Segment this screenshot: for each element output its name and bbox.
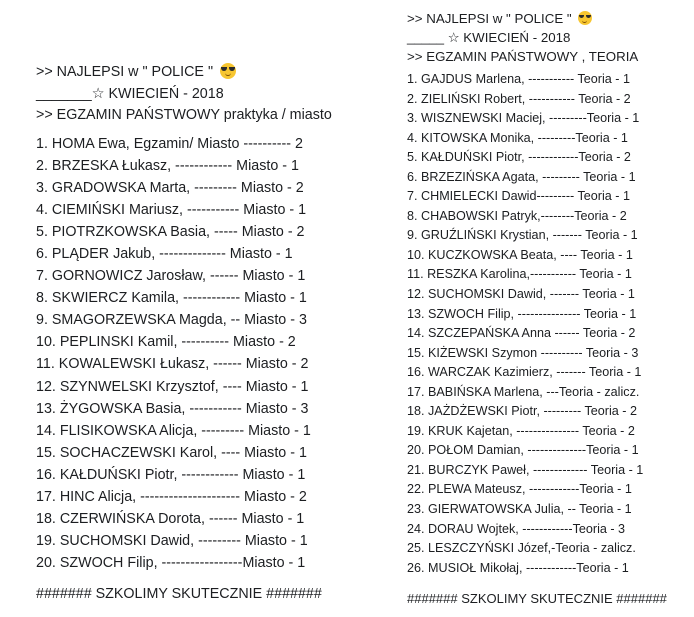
list-item: 17. HINC Alicja, --------------------- Miasto - 2 — [36, 489, 307, 505]
list-item: 17. BABIŃSKA Marlena, ---Teoria - zalicz. — [407, 384, 640, 399]
list-item: 11. RESZKA Karolina,----------- Teoria - 1 — [407, 267, 632, 282]
list-item: 18. JAŻDŻEWSKI Piotr, --------- Teoria - 2 — [407, 404, 637, 419]
theory-exam-header — [407, 9, 692, 66]
header-line: _____ ☆ KWIECIEŃ - 2018 — [407, 30, 571, 45]
footer-slogan: ####### SZKOLIMY SKUTECZNIE ####### — [407, 591, 667, 607]
list-item: 1. GAJDUS Marlena, ----------- Teoria - 1 — [407, 72, 630, 86]
list-item: 19. KRUK Kajetan, --------------- Teoria - 2 — [407, 423, 635, 438]
list-item: 1. HOMA Ewa, Egzamin/ Miasto ---------- 2 — [36, 135, 303, 152]
list-item: 3. GRADOWSKA Marta, --------- Miasto - 2 — [36, 179, 304, 196]
header-line: >> EGZAMIN PAŃSTWOWY praktyka / miasto — [36, 107, 332, 123]
list-item: 26. MUSIOŁ Mikołaj, ------------Teoria - 1 — [407, 560, 629, 575]
theory-exam-list — [407, 70, 692, 578]
list-item: 18. CZERWIŃSKA Dorota, ------ Miasto - 1 — [36, 511, 305, 528]
list-item: 5. KAŁDUŃSKI Piotr, ------------Teoria - 2 — [407, 150, 631, 165]
list-item: 12. SZYNWELSKI Krzysztof, ---- Miasto - 1 — [36, 378, 309, 395]
list-item: 12. SUCHOMSKI Dawid, ------- Teoria - 1 — [407, 287, 635, 302]
list-item: 7. CHMIELECKI Dawid--------- Teoria - 1 — [407, 189, 630, 204]
list-item: 15. SOCHACZEWSKI Karol, ---- Miasto - 1 — [36, 444, 307, 461]
list-item: 20. SZWOCH Filip, -----------------Miasto - 1 — [36, 555, 306, 572]
list-item: 15. KIŻEWSKI Szymon ---------- Teoria - 3 — [407, 345, 639, 360]
list-item: 9. SMAGORZEWSKA Magda, -- Miasto - 3 — [36, 312, 307, 329]
list-item: 20. POŁOM Damian, --------------Teoria - 1 — [407, 443, 639, 458]
list-item: 24. DORAU Wojtek, ------------Teoria - 3 — [407, 521, 626, 536]
header-line: >> NAJLEPSI w " POLICE " — [36, 62, 381, 84]
smiling-face-with-sunglasses-icon — [578, 11, 592, 25]
list-item: 8. CHABOWSKI Patryk,--------Teoria - 2 — [407, 208, 627, 223]
list-item: 7. GORNOWICZ Jarosław, ------ Miasto - 1 — [36, 268, 306, 285]
practical-exam-list — [36, 133, 381, 575]
header-line: _______☆ KWIECIEŃ - 2018 — [36, 85, 224, 102]
list-item: 4. KITOWSKA Monika, ---------Teoria - 1 — [407, 130, 628, 145]
list-item: 4. CIEMIŃSKI Mariusz, ----------- Miasto - 1 — [36, 201, 307, 218]
list-item: 23. GIERWATOWSKA Julia, -- Teoria - 1 — [407, 502, 632, 517]
header-line: >> EGZAMIN PAŃSTWOWY , TEORIA — [407, 49, 639, 64]
theory-exam-column — [407, 9, 692, 606]
list-item: 8. SKWIERCZ Kamila, ------------ Miasto - 1 — [36, 290, 307, 307]
smiling-face-with-sunglasses-icon — [220, 63, 236, 79]
list-item: 2. ZIELIŃSKI Robert, ----------- Teoria - 2 — [407, 91, 631, 106]
list-item: 14. SZCZEPAŃSKA Anna ------ Teoria - 2 — [407, 326, 636, 341]
list-item: 6. PLĄDER Jakub, -------------- Miasto - 1 — [36, 245, 293, 262]
list-item: 5. PIOTRZKOWSKA Basia, ----- Miasto - 2 — [36, 223, 305, 240]
list-item: 13. ŻYGOWSKA Basia, ----------- Miasto - 3 — [36, 400, 309, 417]
list-item: 22. PLEWA Mateusz, ------------Teoria - 1 — [407, 482, 632, 497]
list-item: 14. FLISIKOWSKA Alicja, --------- Miasto - 1 — [36, 422, 311, 439]
list-item: 13. SZWOCH Filip, --------------- Teoria - 1 — [407, 306, 637, 321]
list-item: 2. BRZESKA Łukasz, ------------ Miasto - 1 — [36, 157, 299, 174]
list-item: 11. KOWALEWSKI Łukasz, ------ Miasto - 2 — [36, 356, 309, 373]
list-item: 16. WARCZAK Kazimierz, ------- Teoria - 1 — [407, 365, 642, 380]
practical-exam-column — [36, 62, 381, 602]
list-item: 3. WISZNEWSKI Maciej, ---------Teoria - 1 — [407, 111, 640, 126]
practical-exam-header — [36, 62, 381, 127]
footer-slogan: ####### SZKOLIMY SKUTECZNIE ####### — [36, 586, 322, 603]
list-item: 21. BURCZYK Paweł, ------------- Teoria - 1 — [407, 462, 644, 477]
list-item: 6. BRZEZIŃSKA Agata, --------- Teoria - 1 — [407, 169, 636, 184]
list-item: 10. KUCZKOWSKA Beata, ---- Teoria - 1 — [407, 247, 633, 262]
list-item: 25. LESZCZYŃSKI Józef,-Teoria - zalicz. — [407, 541, 636, 556]
list-item: 10. PEPLINSKI Kamil, ---------- Miasto - 2 — [36, 334, 296, 351]
header-line: >> NAJLEPSI w " POLICE " — [407, 9, 692, 28]
list-item: 16. KAŁDUŃSKI Piotr, ------------ Miasto - 1 — [36, 466, 306, 483]
list-item: 19. SUCHOMSKI Dawid, --------- Miasto - 1 — [36, 533, 308, 550]
list-item: 9. GRUŹLIŃSKI Krystian, ------- Teoria - 1 — [407, 228, 638, 243]
